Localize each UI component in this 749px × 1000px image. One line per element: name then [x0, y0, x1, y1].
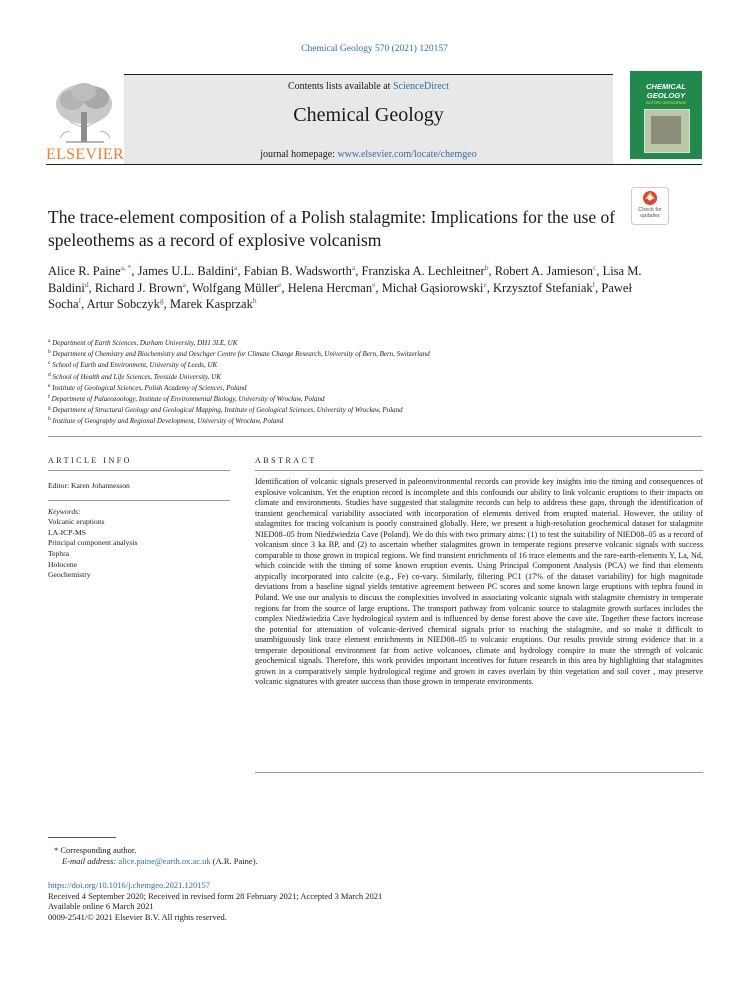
- author[interactable]: [48, 264, 131, 278]
- author-name[interactable]: Alice R. Paine: [48, 264, 121, 278]
- keyword-item: Tephra: [48, 548, 69, 558]
- abstract-rule: [255, 470, 703, 471]
- homepage-line: [124, 149, 613, 160]
- contents-line: [124, 81, 613, 92]
- keywords-label: Keywords:: [48, 506, 81, 516]
- affiliation-text: Department of Palaeozoology, Institute of Environmental Biology, University of Wrocław, Poland: [51, 395, 325, 404]
- author-name[interactable]: Michał Gąsiorowski: [381, 280, 484, 295]
- article-info-panel: [48, 481, 230, 581]
- author-affiliation-marker[interactable]: f: [78, 296, 82, 305]
- available-online: Available online 6 March 2021: [48, 901, 154, 912]
- received-dates: Received 4 September 2020; Received in revised form 28 February 2021; Accepted 3 March 2021: [48, 890, 383, 901]
- author-name[interactable]: Robert A. Jamieson: [494, 264, 593, 278]
- cover-title-line1: CHEMICAL: [645, 82, 687, 91]
- contents-prefix: Contents lists available at: [287, 81, 393, 92]
- footnote-rule: [48, 837, 116, 838]
- keyword-item: Geochemistry: [48, 570, 91, 580]
- affiliation-text: School of Health and Life Sciences, Teesside University, UK: [52, 372, 221, 381]
- affiliation-item: [48, 360, 708, 371]
- keyword-item: LA-ICP-MS: [48, 527, 86, 537]
- author-name[interactable]: Wolfgang Müller: [192, 280, 279, 295]
- author[interactable]: [244, 264, 355, 278]
- author-affiliation-marker[interactable]: g: [159, 296, 164, 305]
- abstract-bottom-rule: [255, 772, 703, 773]
- author[interactable]: [87, 297, 164, 311]
- abstract-heading: ABSTRACT: [255, 456, 317, 465]
- corresponding-author-footnote: [54, 845, 554, 867]
- author[interactable]: [288, 281, 376, 295]
- author-affiliation-marker[interactable]: c: [592, 263, 597, 272]
- author-name[interactable]: Paweł Socha: [48, 280, 632, 311]
- editor-rule: [48, 500, 230, 501]
- doi-link[interactable]: https://doi.org/10.1016/j.chemgeo.2021.120157: [48, 880, 211, 890]
- affiliation-item: [48, 372, 708, 383]
- author-affiliation-marker[interactable]: f: [592, 279, 596, 289]
- homepage-prefix: journal homepage:: [260, 149, 338, 160]
- author[interactable]: [138, 264, 238, 278]
- check-label-line1: Check for: [638, 207, 662, 213]
- publisher-wordmark[interactable]: ELSEVIER: [46, 146, 124, 163]
- affiliation-text: School of Earth and Environment, University of Leeds, UK: [52, 361, 218, 370]
- corresponding-line: [54, 845, 554, 856]
- check-for-updates-icon[interactable]: [631, 187, 669, 225]
- author-name[interactable]: James U.L. Baldini: [137, 264, 235, 278]
- affiliation-item: [48, 405, 708, 416]
- author-affiliation-marker[interactable]: a: [234, 263, 238, 272]
- author-name[interactable]: Helena Hercman: [287, 280, 373, 295]
- author[interactable]: [493, 281, 595, 295]
- check-label-line2: updates: [640, 213, 660, 219]
- affiliation-key: d: [48, 371, 51, 378]
- affiliation-text: Department of Earth Sciences, Durham University, DH1 3LE, UK: [52, 339, 238, 347]
- affiliation-key: h: [48, 416, 51, 423]
- author-affiliation-marker[interactable]: h: [252, 296, 257, 305]
- author-name[interactable]: Richard J. Brown: [94, 280, 183, 295]
- author[interactable]: [362, 264, 489, 278]
- author-name[interactable]: Krzysztof Stefaniak: [493, 280, 593, 295]
- editor-line: Editor: Karen Johannesson: [48, 481, 130, 490]
- copyright-line: 0009-2541/© 2021 Elsevier B.V. All rights reserved.: [48, 911, 227, 922]
- author-name[interactable]: Fabian B. Wadsworth: [243, 264, 352, 278]
- author-name[interactable]: Franziska A. Lechleitner: [361, 264, 485, 278]
- author[interactable]: [170, 297, 257, 311]
- affiliations-divider: [48, 436, 702, 437]
- author-affiliation-marker[interactable]: a: [351, 263, 356, 272]
- author-affiliation-marker[interactable]: e: [372, 279, 376, 289]
- journal-name: Chemical Geology: [293, 104, 444, 126]
- author-name[interactable]: Marek Kasprzak: [169, 297, 253, 311]
- article-info-heading: ARTICLE INFO: [48, 456, 132, 465]
- affiliation-key: f: [48, 394, 50, 401]
- journal-citation[interactable]: Chemical Geology 570 (2021) 120157: [301, 44, 448, 54]
- affiliation-text: Institute of Geological Sciences, Polish Academy of Sciences, Poland: [52, 383, 247, 392]
- affiliation-key: g: [48, 405, 51, 412]
- author-email-link[interactable]: alice.paine@earth.ox.ac.uk: [118, 856, 211, 866]
- keyword-item: Holocene: [48, 559, 78, 569]
- email-line: [54, 856, 554, 867]
- banner-bottom-rule: [46, 164, 702, 165]
- cover-title-line2: GEOLOGY: [646, 90, 686, 100]
- keywords-list: [48, 517, 230, 581]
- affiliation-key: a: [48, 338, 51, 344]
- article-info-rule: [48, 470, 230, 471]
- affiliation-item: [48, 349, 708, 360]
- author-affiliation-marker[interactable]: a: [182, 279, 186, 289]
- author[interactable]: [382, 281, 487, 295]
- affiliation-text: Department of Structural Geology and Geological Mapping, Institute of Geological Sciences, University of Wrocław, Poland: [52, 406, 403, 415]
- keyword-item: Principal component analysis: [48, 538, 138, 548]
- footnote-marker: *: [54, 845, 59, 855]
- cover-title: [630, 83, 702, 100]
- author-affiliation-marker[interactable]: e: [278, 279, 282, 289]
- author-affiliation-marker[interactable]: b: [484, 263, 489, 272]
- author-name[interactable]: Lisa M. Baldini: [48, 264, 642, 295]
- affiliation-key: e: [48, 382, 51, 389]
- email-suffix: (A.R. Paine).: [212, 856, 258, 866]
- author[interactable]: [495, 264, 597, 278]
- author[interactable]: [192, 281, 281, 295]
- affiliation-key: c: [48, 360, 51, 367]
- affiliation-key: b: [48, 349, 51, 356]
- publication-info: [48, 880, 548, 922]
- author[interactable]: [95, 281, 186, 295]
- author-list: Alice R. Paine$^{a, *}$, James U.L. Baldini$^a$, Fabian B. Wadsworth$^a$, Franziska A. Lechleitner$^b$, Robert A. Jamieson$^c$, Lisa M. Baldini$^d$, Richard J. Brown$^a$, Wolfgang Müller$^e$, Helena Hercman$^e$, Michał Gąsiorowski$^e$, Krzysztof Stefaniak$^f$, Paweł Socha$^f$, Artur Sobczyk$^g$, Marek Kasprzak$^h$: [48, 263, 642, 311]
- journal-cover[interactable]: [630, 71, 702, 159]
- corresponding-label: Corresponding author.: [60, 845, 137, 855]
- affiliation-item: [48, 383, 708, 394]
- article-title: The trace-element composition of a Polish stalagmite: Implications for the use of speleothems as a record of explosive volcanism: [48, 207, 616, 250]
- keyword-item: Volcanic eruptions: [48, 517, 105, 527]
- author-affiliation-marker[interactable]: d: [84, 279, 89, 289]
- affiliation-text: Institute of Geography and Regional Development, University of Wrocław, Poland: [52, 417, 284, 426]
- check-for-updates-label[interactable]: [627, 207, 673, 219]
- affiliation-text: Department of Chemistry and Biochemistry and Oeschger Centre for Climate Change Research, University of Bern, Bern, Switzerland: [52, 350, 430, 359]
- journal-homepage-link[interactable]: www.elsevier.com/locate/chemgeo: [337, 149, 477, 160]
- affiliation-item: [48, 416, 708, 427]
- abstract-text: Identification of volcanic signals preserved in paleoenvironmental records can provide key insights into the timing and consequences of explosive volcanism. Yet the eruption record is incomplete and this confounds our ability to link volcanic eruptions to their impacts on climate and environments. Studies have suggested that stalagmite records can help to address these gaps, through the identification of transient geochemical variability associated with incorporation of elements derived from erupted material. However, the utility of stalagmites for tracing volcanism is poorly constrained globally. Here, we present a high-resolution geochemical dataset for stalagmite NIED08–05 from Niedźwiedzia Cave (Poland). We do this with two primary aims: (1) to test the suitability of NIED08–05 as a record of volcanism since 3 ka BP, and (2) to ascertain whether stalagmites grown in temperate regions preserve volcanic signals with success comparable to those grown in tropical regions. We find transient enrichments of 16 trace elements and the rare-earth-elements Y, La, Nd, which coincide with the timing of some known eruption events. Using Principal Component Analysis (PCA) we find that elements atypically incorporated into calcite (e.g., Fe) co-vary. Similarly, filtering PC1 (17% of the dataset variability) for high magnitude deviations from a baseline signal yields tentative agreement between PC scores and some known large eruptions with tephra found in Poland. We use our analysis to discuss the complexities involved in associating volcanic signals with stalagmite chemistry in temperate regions far from the source of large eruptions. The transport pathway from volcanic source to stalagmite growth surfaces includes the complex Niedźwiedzia Cave hydrological system and is influenced by dense forest above the cave site. Together these factors increase the potential for attenuation of volcanic-derived chemical signals prior to reaching the stalagmite, and so make it difficult to unambiguously link trace element enrichments in NIED08–05 to volcanic eruptions. Our results provide strong evidence that in a temperate depositional environment far from active volcanoes, climate and hydrology conspire to mute the strength of volcanic geochemical signals. Therefore, this work provides important incentives for future research in this area by highlighting that stalagmites grown in a comparatively simple hydrological regime and grown in caves overlain by thin vegetation and soil cover , may preserve volcanic signatures with greater success than those grown in temperate environments.: [255, 477, 703, 687]
- cover-subtitle: ISOTOPE GEOSCIENCE: [645, 101, 687, 105]
- email-label: E-mail address:: [62, 856, 117, 866]
- affiliation-item: [48, 338, 708, 349]
- affiliations-list: [48, 338, 708, 428]
- affiliation-item: [48, 394, 708, 405]
- cover-image: [644, 109, 690, 153]
- author-affiliation-marker[interactable]: a, *: [120, 263, 132, 272]
- author-affiliation-marker[interactable]: e: [483, 279, 487, 289]
- sciencedirect-link[interactable]: ScienceDirect: [392, 81, 450, 92]
- journal-banner: [124, 74, 613, 165]
- author-name[interactable]: Artur Sobczyk: [86, 297, 160, 311]
